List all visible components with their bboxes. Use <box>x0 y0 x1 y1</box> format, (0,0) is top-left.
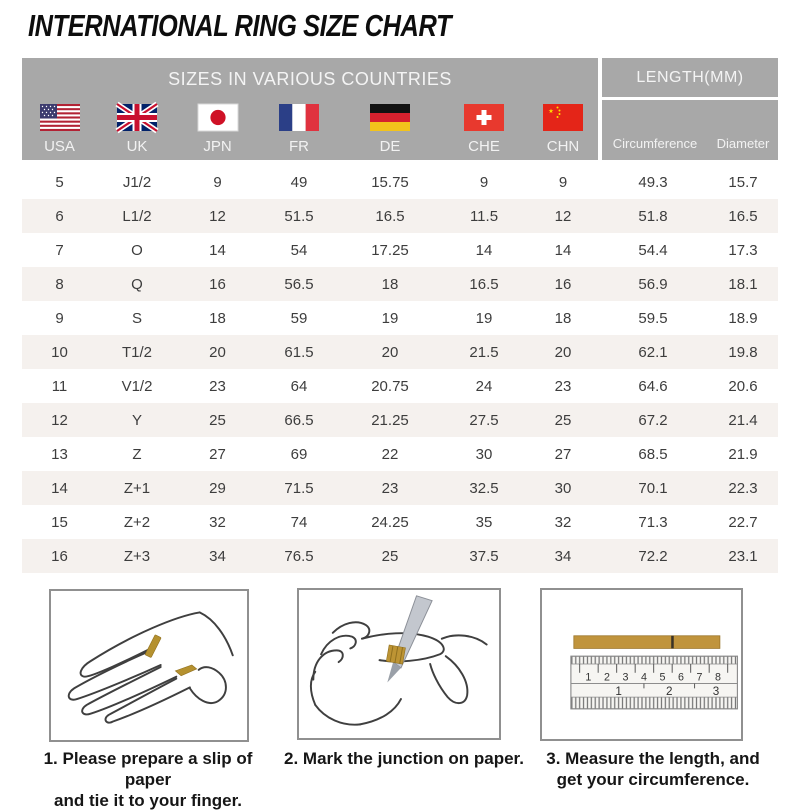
table-cell: 18.1 <box>728 275 758 293</box>
table-cell: Z+2 <box>123 513 151 531</box>
ruler-cm-label: 8 <box>714 671 721 684</box>
table-cell: 17.25 <box>371 241 409 259</box>
table-row <box>22 437 778 471</box>
table-cell: 37.5 <box>469 547 499 565</box>
table-cell: Y <box>131 411 142 429</box>
column-label-fr: FR <box>289 138 309 155</box>
table-row <box>22 233 778 267</box>
table-cell: 11.5 <box>469 207 499 225</box>
table-cell: 56.5 <box>284 275 314 293</box>
paper-strip-graphic <box>574 636 720 649</box>
france-flag-icon <box>279 104 319 131</box>
table-cell: 24 <box>475 377 493 395</box>
table-cell: 70.1 <box>638 479 668 497</box>
step3-illustration-box <box>540 588 743 741</box>
table-cell: 16 <box>554 275 572 293</box>
column-label-jpn: JPN <box>203 138 232 155</box>
step2-caption-line1: 2. Mark the junction on paper. <box>284 749 524 768</box>
ruler-measuring-strip-illustration <box>542 590 741 739</box>
table-cell: 18 <box>209 309 226 327</box>
countries-group-header <box>22 58 598 100</box>
germany-flag-icon <box>370 104 410 131</box>
step1-illustration-box <box>49 589 249 742</box>
table-cell: T1/2 <box>121 343 152 361</box>
table-row <box>22 301 778 335</box>
table-cell: 16.5 <box>728 207 758 225</box>
step3-caption-line1: 3. Measure the length, and <box>546 749 760 768</box>
table-cell: 22.3 <box>728 479 758 497</box>
table-cell: 34 <box>209 547 226 565</box>
table-cell: 27 <box>554 445 572 463</box>
table-cell: 21.25 <box>371 411 409 429</box>
table-cell: L1/2 <box>122 207 152 225</box>
table-cell: 8 <box>55 275 64 293</box>
table-cell: 27 <box>209 445 226 463</box>
table-cell: 9 <box>55 309 64 327</box>
table-cell: 16 <box>209 275 226 293</box>
table-cell: V1/2 <box>121 377 153 395</box>
table-row <box>22 165 778 199</box>
table-cell: 22 <box>381 445 399 463</box>
table-cell: 64 <box>290 377 308 395</box>
size-table-body <box>22 165 778 573</box>
table-cell: 59.5 <box>638 309 668 327</box>
ruler-cm-label: 6 <box>677 671 684 684</box>
table-cell: 20 <box>554 343 572 361</box>
table-cell: 10 <box>51 343 68 361</box>
table-cell: Z+1 <box>123 479 151 497</box>
table-cell: 6 <box>55 207 64 225</box>
table-cell: 56.9 <box>638 275 668 293</box>
table-cell: 68.5 <box>638 445 668 463</box>
table-cell: 22.7 <box>728 513 758 531</box>
column-header-chn <box>528 100 598 160</box>
table-cell: 21.5 <box>469 343 499 361</box>
hand-with-paper-strip-illustration <box>51 591 247 740</box>
table-cell: 59 <box>290 309 308 327</box>
table-cell: 17.3 <box>728 241 758 259</box>
column-header-fr <box>258 100 340 160</box>
table-cell: 16.5 <box>469 275 499 293</box>
table-cell: 24.25 <box>371 513 409 531</box>
column-label-usa: USA <box>44 138 75 155</box>
ruler-cm-label: 2 <box>603 671 610 684</box>
table-cell: 49 <box>290 173 308 191</box>
step1-caption-line1: 1. Please prepare a slip of paper <box>43 749 253 789</box>
table-cell: 19 <box>381 309 399 327</box>
table-cell: 51.8 <box>638 207 668 225</box>
step3-caption-line2: get your circumference. <box>556 770 750 789</box>
table-cell: 13 <box>51 445 68 463</box>
countries-group-label: SIZES IN VARIOUS COUNTRIES <box>168 68 452 89</box>
ruler-cm-label: 1 <box>585 671 592 684</box>
table-cell: 14 <box>554 241 572 259</box>
table-row <box>22 505 778 539</box>
table-cell: 9 <box>558 173 568 191</box>
table-cell: 49.3 <box>638 173 668 191</box>
table-cell: 12 <box>554 207 572 225</box>
table-cell: 32 <box>209 513 226 531</box>
ruler-cm-label: 4 <box>640 671 647 684</box>
table-cell: Q <box>131 275 143 293</box>
table-cell: O <box>131 241 143 259</box>
step3-caption <box>535 748 771 790</box>
table-cell: 54 <box>290 241 308 259</box>
table-row <box>22 539 778 573</box>
table-cell: 20 <box>381 343 399 361</box>
table-cell: Z <box>132 445 142 463</box>
table-cell: 18 <box>381 275 399 293</box>
column-label-de: DE <box>379 138 401 155</box>
ruler-inch-label: 1 <box>615 685 622 699</box>
step2-illustration-box <box>297 588 501 740</box>
table-cell: 29 <box>209 479 226 497</box>
table-cell: 69 <box>290 445 308 463</box>
diameter-column-label: Diameter <box>716 136 770 151</box>
table-cell: 23 <box>554 377 572 395</box>
table-row <box>22 369 778 403</box>
ruler-graphic <box>571 656 738 709</box>
length-group-label: LENGTH(MM) <box>636 68 744 86</box>
ruler-cm-label: 5 <box>659 671 666 684</box>
china-flag-icon <box>543 104 583 131</box>
table-cell: 25 <box>209 411 226 429</box>
table-cell: 14 <box>475 241 493 259</box>
table-cell: 16 <box>51 547 68 565</box>
table-cell: 9 <box>479 173 489 191</box>
table-row <box>22 471 778 505</box>
table-cell: 25 <box>554 411 572 429</box>
table-cell: 15 <box>51 513 68 531</box>
length-subheaders <box>602 100 778 160</box>
table-cell: 71.5 <box>284 479 314 497</box>
column-label-che: CHE <box>468 138 500 155</box>
table-cell: 20.75 <box>371 377 409 395</box>
switzerland-flag-icon <box>464 104 504 131</box>
circumference-column-label: Circumference <box>612 136 698 151</box>
table-cell: 34 <box>554 547 572 565</box>
table-cell: S <box>131 309 142 327</box>
ruler-cm-label: 7 <box>696 671 703 684</box>
table-cell: 14 <box>51 479 68 497</box>
marking-junction-with-pen-illustration <box>299 590 499 738</box>
column-label-chn: CHN <box>546 138 580 155</box>
table-cell: 23 <box>381 479 399 497</box>
table-cell: 71.3 <box>638 513 668 531</box>
table-row <box>22 267 778 301</box>
table-cell: 27.5 <box>469 411 499 429</box>
table-row <box>22 199 778 233</box>
table-cell: 64.6 <box>638 377 668 395</box>
table-cell: 32.5 <box>469 479 499 497</box>
table-cell: 20 <box>209 343 226 361</box>
table-cell: 62.1 <box>638 343 668 361</box>
column-header-che <box>440 100 528 160</box>
table-cell: 7 <box>55 241 64 259</box>
table-cell: 23.1 <box>728 547 758 565</box>
table-cell: 32 <box>554 513 572 531</box>
table-cell: 51.5 <box>284 207 314 225</box>
table-cell: 30 <box>475 445 493 463</box>
table-cell: 19 <box>475 309 493 327</box>
table-cell: 30 <box>554 479 572 497</box>
table-cell: 15.75 <box>371 173 409 191</box>
table-cell: J1/2 <box>122 173 152 191</box>
column-label-uk: UK <box>126 138 148 155</box>
column-header-uk <box>97 100 177 160</box>
length-group-header <box>602 58 778 97</box>
step1-caption <box>22 748 274 811</box>
page-title: INTERNATIONAL RING SIZE CHART <box>28 8 452 43</box>
table-cell: 14 <box>209 241 226 259</box>
table-cell: 20.6 <box>728 377 758 395</box>
uk-flag-icon <box>117 104 157 131</box>
table-cell: 21.9 <box>728 445 758 463</box>
table-cell: 12 <box>209 207 226 225</box>
table-cell: 25 <box>381 547 399 565</box>
ruler-cm-label: 3 <box>622 671 629 684</box>
table-cell: 23 <box>209 377 226 395</box>
table-cell: 19.8 <box>728 343 758 361</box>
table-cell: 67.2 <box>638 411 668 429</box>
column-header-usa <box>22 100 97 160</box>
countries-header-block <box>22 58 598 160</box>
table-cell: 11 <box>51 377 68 395</box>
table-cell: 72.2 <box>638 547 668 565</box>
table-row <box>22 403 778 437</box>
column-header-de <box>340 100 440 160</box>
table-cell: 12 <box>51 411 68 429</box>
column-header-jpn <box>177 100 258 160</box>
step2-caption <box>283 748 525 769</box>
table-cell: 9 <box>213 173 222 191</box>
ruler-inch-label: 2 <box>666 685 673 699</box>
table-cell: 18.9 <box>728 309 758 327</box>
table-cell: 5 <box>55 173 64 191</box>
usa-flag-icon <box>40 104 80 131</box>
japan-flag-icon <box>198 104 238 131</box>
table-cell: 54.4 <box>638 241 668 259</box>
table-cell: 74 <box>290 513 308 531</box>
table-cell: 35 <box>475 513 493 531</box>
country-columns-row <box>22 100 598 160</box>
table-cell: 61.5 <box>284 343 314 361</box>
table-cell: 21.4 <box>728 411 758 429</box>
table-cell: 16.5 <box>375 207 405 225</box>
table-cell: 76.5 <box>284 547 314 565</box>
table-cell: 15.7 <box>728 173 758 191</box>
table-cell: Z+3 <box>123 547 151 565</box>
step1-caption-line2: and tie it to your finger. <box>54 791 242 810</box>
table-row <box>22 335 778 369</box>
table-cell: 66.5 <box>284 411 314 429</box>
table-cell: 18 <box>554 309 572 327</box>
ruler-inch-label: 3 <box>712 685 720 699</box>
